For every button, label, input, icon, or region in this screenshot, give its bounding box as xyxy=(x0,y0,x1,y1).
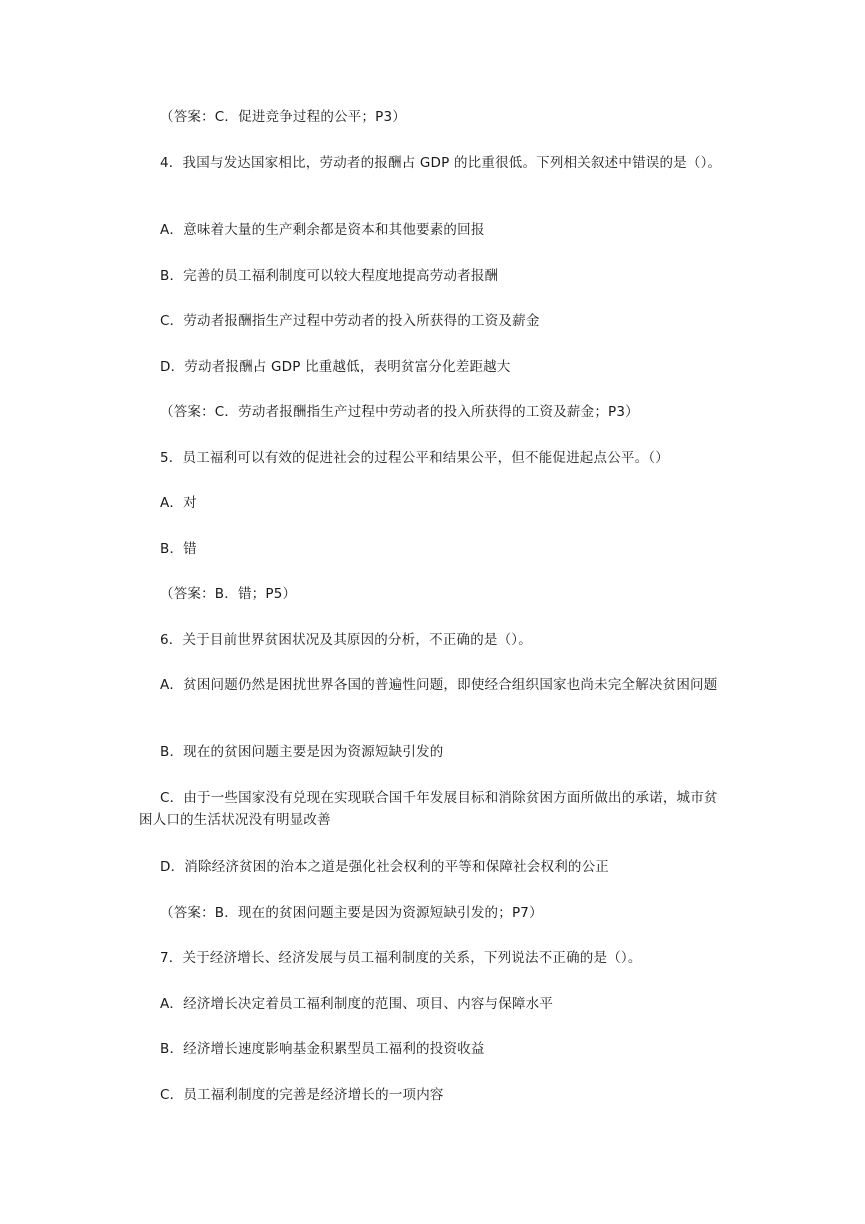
question-6-option-a-text: A．贫困问题仍然是困扰世界各国的普遍性问题，即使经合组织国家也尚未完全解决贫困问题 xyxy=(160,677,718,693)
question-5-option-b: B．错 xyxy=(160,541,197,557)
answer-line-3: （答案：C．促进竞争过程的公平；P3） xyxy=(160,109,406,125)
question-6-option-c-text: C．由于一些国家没有兑现在实现联合国千年发展目标和消除贫困方面所做出的承诺，城市贫困人口的生活状况没有明显改善 xyxy=(139,790,718,828)
question-6-option-d: D．消除经济贫困的治本之道是强化社会权利的平等和保障社会权利的公正 xyxy=(160,859,609,875)
question-7-stem: 7．关于经济增长、经济发展与员工福利制度的关系，下列说法不正确的是（）。 xyxy=(160,950,642,966)
question-7-option-c: C．员工福利制度的完善是经济增长的一项内容 xyxy=(160,1087,444,1103)
question-4-option-b: B．完善的员工福利制度可以较大程度地提高劳动者报酬 xyxy=(160,268,499,284)
question-5-stem: 5．员工福利可以有效的促进社会的过程公平和结果公平，但不能促进起点公平。（） xyxy=(160,450,669,466)
question-7-option-b: B．经济增长速度影响基金积累型员工福利的投资收益 xyxy=(160,1041,485,1057)
question-4-option-d: D．劳动者报酬占 GDP 比重越低，表明贫富分化差距越大 xyxy=(160,359,511,375)
answer-line-4: （答案：C．劳动者报酬指生产过程中劳动者的投入所获得的工资及薪金；P3） xyxy=(160,404,639,420)
question-4-stem: 4．我国与发达国家相比，劳动者的报酬占 GDP 的比重很低。下列相关叙述中错误的是（）。 xyxy=(160,155,722,171)
question-6-option-b: B．现在的贫困问题主要是因为资源短缺引发的 xyxy=(160,744,444,760)
question-6-option-c xyxy=(139,787,731,831)
question-4-option-a: A．意味着大量的生产剩余都是资本和其他要素的回报 xyxy=(160,222,485,238)
question-7-option-a: A．经济增长决定着员工福利制度的范围、项目、内容与保障水平 xyxy=(160,996,554,1012)
question-6-option-a xyxy=(139,674,731,696)
question-5-option-a: A．对 xyxy=(160,495,197,511)
question-6-stem: 6．关于目前世界贫困状况及其原因的分析，不正确的是（）。 xyxy=(160,632,532,648)
answer-line-6: （答案：B．现在的贫困问题主要是因为资源短缺引发的；P7） xyxy=(160,905,543,921)
answer-line-5: （答案：B．错；P5） xyxy=(160,586,297,602)
question-4-option-c: C．劳动者报酬指生产过程中劳动者的投入所获得的工资及薪金 xyxy=(160,313,540,329)
question-4-text xyxy=(139,152,731,174)
